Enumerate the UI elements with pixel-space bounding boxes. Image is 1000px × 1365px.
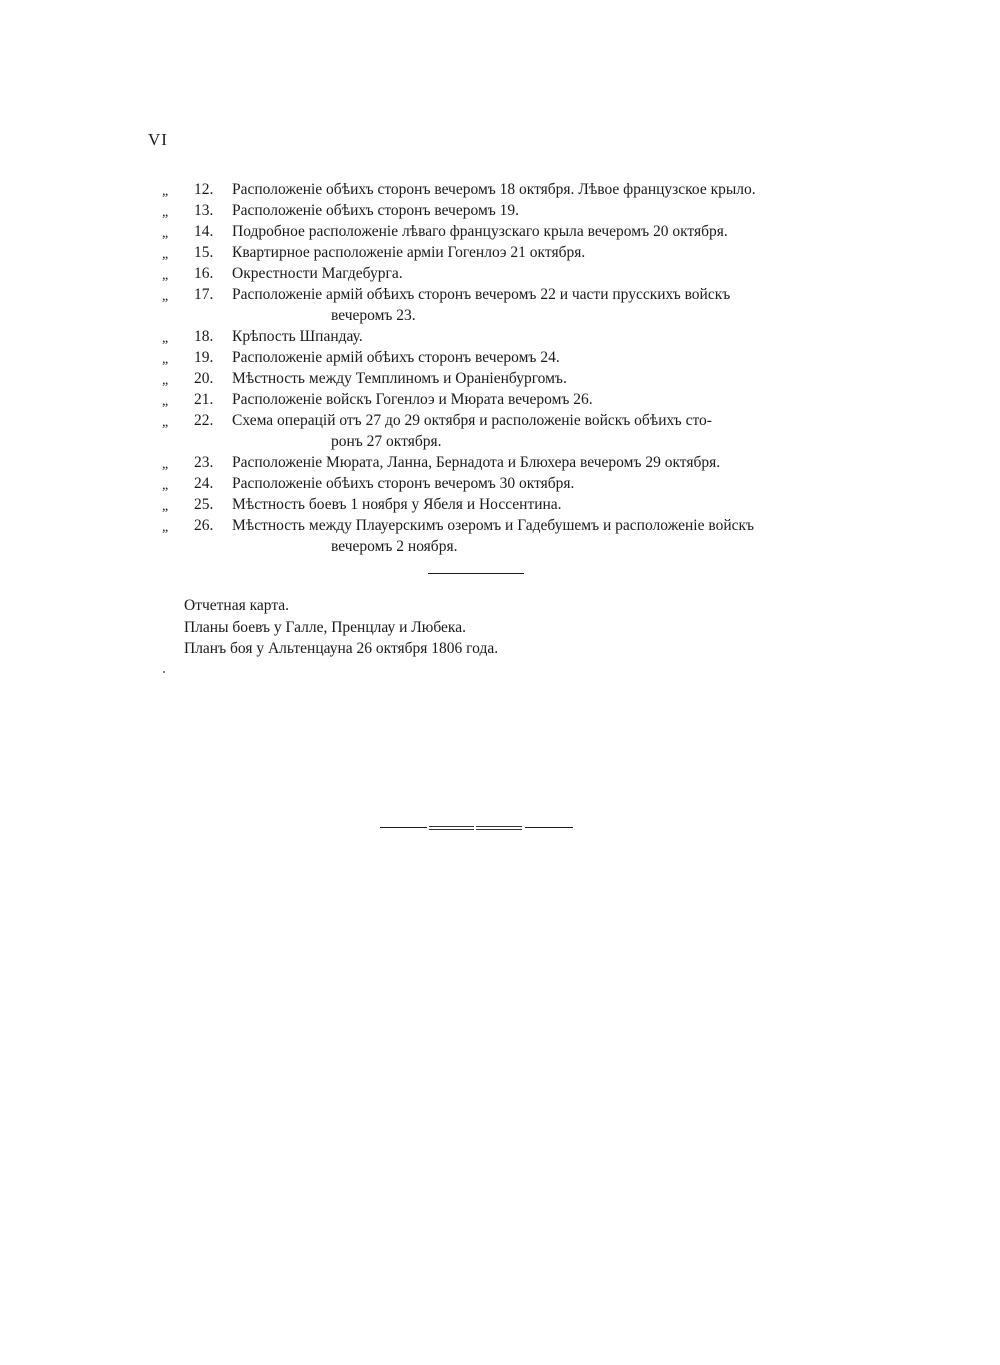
- map-title: Расположеніе армій обѣихъ сторонъ вечеромъ 22 и части прусскихъ войскъ: [232, 286, 731, 303]
- map-title: Расположеніе армій обѣихъ сторонъ вечеромъ 24.: [232, 349, 560, 366]
- map-number: 15.: [194, 244, 214, 261]
- section-divider: [428, 573, 524, 574]
- map-number: 26.: [194, 517, 214, 534]
- map-title: Подробное расположеніе лѣваго французскаго крыла вечеромъ 20 октября.: [232, 223, 728, 240]
- map-list-entry: [150, 347, 830, 368]
- ditto-mark: „: [162, 184, 169, 199]
- ditto-mark: „: [162, 331, 169, 346]
- map-title: Мѣстность между Плауерскимъ озеромъ и Гадебушемъ и расположеніе войскъ: [232, 517, 755, 534]
- map-list-entry: [150, 221, 830, 242]
- map-number: 23.: [194, 454, 214, 471]
- map-list-entry: [150, 452, 830, 473]
- map-number: 22.: [194, 412, 214, 429]
- page-number: VI: [148, 130, 168, 149]
- ditto-mark: „: [162, 394, 169, 409]
- map-title-continuation: вечеромъ 2 ноября.: [331, 538, 458, 555]
- map-title-continuation: ронъ 27 октября.: [331, 433, 442, 450]
- map-list-entry: [150, 200, 830, 221]
- ditto-mark: „: [162, 415, 169, 430]
- map-list-entry: [150, 263, 830, 284]
- map-number: 20.: [194, 370, 214, 387]
- map-list-entry: [150, 473, 830, 494]
- map-number: 24.: [194, 475, 214, 492]
- map-number: 21.: [194, 391, 214, 408]
- ditto-mark: „: [162, 373, 169, 388]
- map-title: Расположеніе войскъ Гогенлоэ и Мюрата вечеромъ 26.: [232, 391, 593, 408]
- ditto-mark: „: [162, 352, 169, 367]
- map-list-entry: [150, 389, 830, 410]
- ditto-mark: „: [162, 289, 169, 304]
- extra-map-item: Планы боевъ у Галле, Пренцлау и Любека.: [184, 618, 466, 636]
- stray-mark: [163, 671, 165, 673]
- map-list-entry: [150, 242, 830, 263]
- ditto-mark: „: [162, 247, 169, 262]
- ditto-mark: „: [162, 520, 169, 535]
- extra-map-item: Планъ боя у Альтенцауна 26 октября 1806 года.: [184, 640, 499, 657]
- ditto-mark: „: [162, 499, 169, 514]
- map-list-entry: [150, 326, 830, 347]
- map-title: Мѣстность между Темплиномъ и Ораніенбургомъ.: [232, 370, 567, 387]
- map-title: Схема операцій отъ 27 до 29 октября и расположеніе войскъ обѣихъ сто-: [232, 412, 712, 429]
- map-list-entry: [150, 410, 830, 452]
- map-list-entry: [150, 179, 830, 200]
- map-title-continuation: вечеромъ 23.: [331, 307, 416, 324]
- map-title: Расположеніе обѣихъ сторонъ вечеромъ 19.: [232, 202, 520, 219]
- ditto-mark: „: [162, 268, 169, 283]
- ditto-mark: „: [162, 205, 169, 220]
- map-list-entry: [150, 494, 830, 515]
- map-number: 16.: [194, 265, 214, 282]
- map-title: Крѣпость Шпандау.: [232, 328, 363, 345]
- extra-map-item: Отчетная карта.: [184, 597, 290, 614]
- map-number: 13.: [194, 202, 214, 219]
- map-title: Мѣстность боевъ 1 ноября у Ябеля и Носсентина.: [232, 496, 562, 513]
- map-number: 18.: [194, 328, 214, 345]
- map-title: Расположеніе Мюрата, Ланна, Бернадота и Блюхера вечеромъ 29 октября.: [232, 454, 721, 471]
- map-list: [150, 179, 830, 557]
- ditto-mark: „: [162, 457, 169, 472]
- ditto-mark: „: [162, 226, 169, 241]
- map-number: 17.: [194, 286, 214, 303]
- map-list-entry: [150, 284, 830, 326]
- end-ornament: [380, 825, 573, 831]
- ditto-mark: „: [162, 478, 169, 493]
- map-title: Расположеніе обѣихъ сторонъ вечеромъ 18 октября. Лѣвое французское крыло.: [232, 181, 756, 198]
- map-number: 14.: [194, 223, 214, 240]
- map-title: Квартирное расположеніе арміи Гогенлоэ 21 октября.: [232, 244, 586, 261]
- map-number: 25.: [194, 496, 214, 513]
- map-title: Окрестности Магдебурга.: [232, 265, 403, 282]
- extra-maps-list: [184, 595, 498, 660]
- map-number: 19.: [194, 349, 214, 366]
- map-title: Расположеніе обѣихъ сторонъ вечеромъ 30 октября.: [232, 475, 575, 492]
- map-list-entry: [150, 515, 830, 557]
- map-number: 12.: [194, 181, 214, 198]
- map-list-entry: [150, 368, 830, 389]
